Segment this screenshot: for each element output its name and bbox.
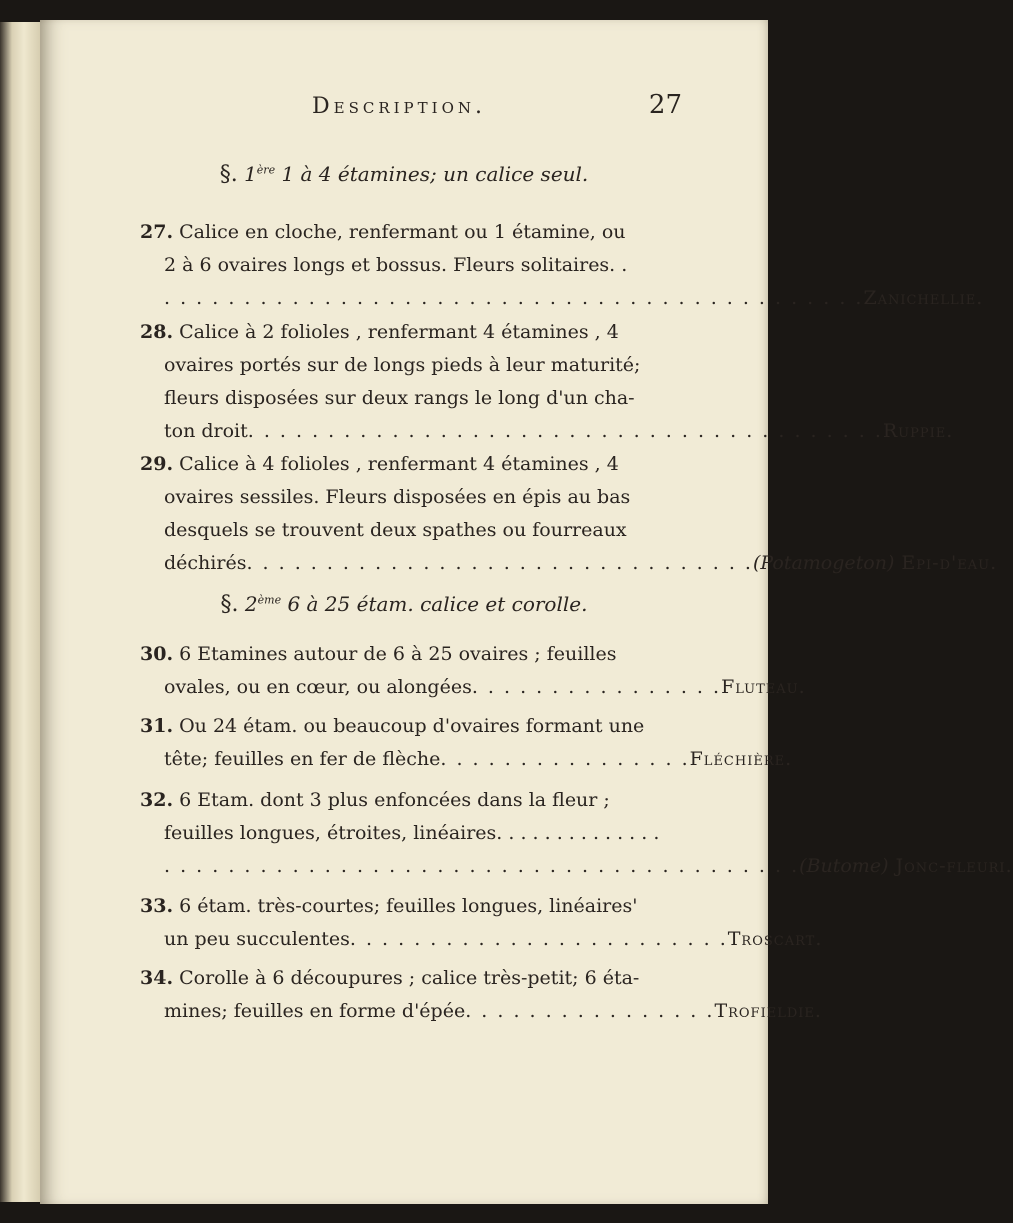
entry-line: mines; feuilles en forme d'épée bbox=[164, 1000, 466, 1022]
entry-line: ton droit bbox=[164, 420, 248, 442]
plant-name: Epi-d'eau. bbox=[901, 552, 998, 574]
entry-line: déchirés bbox=[164, 552, 247, 574]
entry-line: Calice à 4 folioles , renfermant 4 étamines , 4 bbox=[179, 453, 619, 475]
plant-name: Trofieldie. bbox=[714, 1000, 822, 1022]
entry-line: un peu succulentes bbox=[164, 928, 350, 950]
leader-dots: . . . . . . . . . . . . . . . . bbox=[465, 1000, 715, 1022]
leader-dots: . . . . . . . . . . . . . . . . bbox=[471, 676, 722, 698]
leader-dots: . . . . . . . . . . . . . . . . bbox=[440, 748, 690, 770]
book-page bbox=[40, 20, 1013, 1204]
plant-name: Fluteau. bbox=[721, 676, 806, 698]
entry-line: desquels se trouvent deux spathes ou fourreaux bbox=[164, 519, 627, 541]
entry-line: tête; feuilles en fer de flèche bbox=[164, 748, 441, 770]
entry-28 bbox=[140, 316, 954, 448]
entry-34 bbox=[140, 962, 822, 1028]
section-heading-1 bbox=[40, 162, 768, 187]
leader-dots: . . . . . . . . . . . . . . . . . . . . . . . . . . . . . . . . . . . . . . . . bbox=[247, 420, 883, 442]
entry-29 bbox=[140, 448, 998, 580]
entry-33 bbox=[140, 890, 823, 956]
entry-line: ovaires sessiles. Fleurs disposées en épis au bas bbox=[164, 486, 631, 508]
entry-line: ovaires portés sur de longs pieds à leur maturité; bbox=[164, 354, 641, 376]
section-ordinal-sup: ère bbox=[256, 163, 276, 177]
entry-number: 28. bbox=[140, 321, 174, 343]
entry-line: feuilles longues, étroites, linéaires. . . . . . . . . . . . . . bbox=[164, 822, 660, 844]
section-ordinal: 1 bbox=[244, 162, 257, 186]
entry-30 bbox=[140, 638, 806, 704]
entry-number: 32. bbox=[140, 789, 174, 811]
entry-line: 6 Etamines autour de 6 à 25 ovaires ; feuilles bbox=[179, 643, 617, 665]
section-symbol: §. bbox=[219, 162, 238, 187]
entry-line: Calice en cloche, renfermant ou 1 étamine, ou bbox=[179, 221, 626, 243]
section-ordinal-sup: ème bbox=[257, 593, 282, 607]
leader-dots: . . . . . . . . . . . . . . . . . . . . . . . . . . . . . . . . . . . . . . . . . . . . bbox=[164, 287, 864, 309]
latin-name: (Butome) bbox=[799, 855, 889, 877]
entry-line: 6 étam. très-courtes; feuilles longues, linéaires' bbox=[179, 895, 638, 917]
entry-number: 30. bbox=[140, 643, 174, 665]
plant-name: Troscart. bbox=[727, 928, 823, 950]
leader-dots: . . . . . . . . . . . . . . . . . . . . . . . . bbox=[349, 928, 728, 950]
entry-number: 31. bbox=[140, 715, 174, 737]
entry-line: 6 Etam. dont 3 plus enfoncées dans la fleur ; bbox=[179, 789, 610, 811]
leader-dots: . . . . . . . . . . . . . . . . . . . . . . . . . . . . . . . . bbox=[246, 552, 753, 574]
entry-line: Calice à 2 folioles , renfermant 4 étamines , 4 bbox=[179, 321, 619, 343]
entry-line: Ou 24 étam. ou beaucoup d'ovaires formant une bbox=[179, 715, 645, 737]
entry-32 bbox=[140, 784, 1013, 883]
page-number: 27 bbox=[648, 90, 682, 120]
plant-name: Jonc-fleuri. bbox=[895, 855, 1013, 877]
plant-name: Zanichellie. bbox=[863, 287, 984, 309]
entry-line: ovales, ou en cœur, ou alongées bbox=[164, 676, 472, 698]
entry-line: Corolle à 6 découpures ; calice très-petit; 6 éta- bbox=[179, 967, 640, 989]
entry-line: fleurs disposées sur deux rangs le long d'un cha- bbox=[164, 387, 635, 409]
section-title: 6 à 25 étam. calice et corolle. bbox=[287, 592, 588, 616]
book-spine bbox=[0, 22, 40, 1202]
entry-27 bbox=[140, 216, 984, 315]
entry-number: 29. bbox=[140, 453, 174, 475]
section-heading-2 bbox=[40, 592, 768, 617]
entry-number: 34. bbox=[140, 967, 174, 989]
running-header bbox=[312, 90, 682, 130]
entry-number: 27. bbox=[140, 221, 174, 243]
section-symbol: §. bbox=[220, 592, 239, 617]
entry-number: 33. bbox=[140, 895, 174, 917]
plant-name: Fléchière. bbox=[689, 748, 793, 770]
latin-name: (Potamogeton) bbox=[752, 552, 895, 574]
leader-dots: . . . . . . . . . . . . . . . . . . . . . . . . . . . . . . . . . . . . . . . . bbox=[164, 855, 800, 877]
plant-name: Ruppie. bbox=[882, 420, 954, 442]
section-ordinal: 2 bbox=[244, 592, 258, 616]
entry-31 bbox=[140, 710, 793, 776]
section-title: 1 à 4 étamines; un calice seul. bbox=[281, 162, 589, 186]
running-title: Description. bbox=[312, 94, 486, 119]
entry-line: 2 à 6 ovaires longs et bossus. Fleurs solitaires. . bbox=[164, 254, 628, 276]
